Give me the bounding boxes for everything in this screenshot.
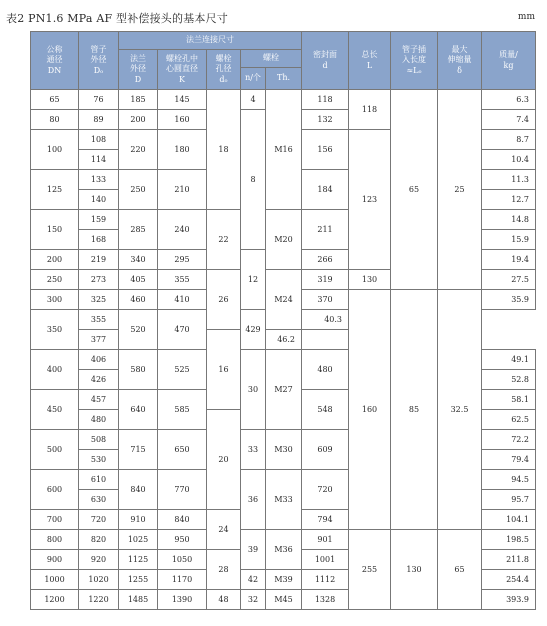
- thread-cell: M33: [266, 470, 302, 530]
- weight-cell: 27.5: [482, 270, 536, 290]
- pipe-od-cell: 355: [79, 310, 119, 330]
- seal-face-cell: 118: [302, 90, 349, 110]
- bolt-count-cell: 32: [241, 590, 266, 610]
- bolt-hole-cell: 26: [207, 270, 241, 330]
- pipe-od-cell: 273: [79, 270, 119, 290]
- seal-face-cell: 156: [302, 130, 349, 170]
- table-caption: 表2 PN1.6 MPa AF 型补偿接头的基本尺寸: [6, 12, 229, 25]
- flange-od-cell: 220: [119, 130, 158, 170]
- flange-od-cell: 405: [119, 270, 158, 290]
- weight-cell: 58.1: [482, 390, 536, 410]
- weight-cell: 8.7: [482, 130, 536, 150]
- pipe-od-cell: 89: [79, 110, 119, 130]
- pipe-od-cell: 508: [79, 430, 119, 450]
- seal-face-cell: 1112: [302, 570, 349, 590]
- seal-face-cell: 548: [302, 390, 349, 430]
- bolt-circle-cell: 160: [158, 110, 207, 130]
- bolt-count-cell: 8: [241, 110, 266, 250]
- pipe-od-cell: 480: [79, 410, 119, 430]
- dn-cell: 250: [31, 270, 79, 290]
- thread-cell: M27: [266, 350, 302, 430]
- flange-od-cell: 910: [119, 510, 158, 530]
- seal-face-cell: 794: [302, 510, 349, 530]
- dn-cell: 80: [31, 110, 79, 130]
- header-total-length: 总长 L: [349, 32, 391, 90]
- header-weight: 质量/ kg: [482, 32, 536, 90]
- pipe-od-cell: 1020: [79, 570, 119, 590]
- pipe-od-cell: 140: [79, 190, 119, 210]
- weight-cell: 15.9: [482, 230, 536, 250]
- bolt-hole-cell: 39: [241, 530, 266, 570]
- table-header: [31, 32, 536, 90]
- dn-cell: 500: [31, 430, 79, 470]
- bolt-circle-cell: 840: [158, 510, 207, 530]
- bolt-circle-cell: 210: [158, 170, 207, 210]
- flange-od-cell: 1125: [119, 550, 158, 570]
- bolt-circle-cell: 410: [158, 290, 207, 310]
- pipe-od-cell: 133: [79, 170, 119, 190]
- weight-cell: 14.8: [482, 210, 536, 230]
- table-body: [31, 90, 536, 610]
- flange-od-cell: 340: [119, 250, 158, 270]
- seal-face-cell: 480: [302, 350, 349, 390]
- seal-face-cell: 720: [302, 470, 349, 510]
- dn-cell: 400: [31, 350, 79, 390]
- header-max-stretch: 最大 伸缩量 δ: [438, 32, 482, 90]
- flange-od-cell: 580: [119, 350, 158, 390]
- flange-od-cell: 840: [119, 470, 158, 510]
- bolt-circle-cell: 585: [158, 390, 207, 430]
- pipe-od-cell: 406: [79, 350, 119, 370]
- total-length-cell: 118: [349, 90, 391, 130]
- pipe-od-cell: 720: [79, 510, 119, 530]
- pipe-od-cell: 76: [79, 90, 119, 110]
- total-length-cell: 160: [349, 290, 391, 530]
- max-stretch-cell: 65: [438, 530, 482, 610]
- bolt-hole-cell: 18: [207, 90, 241, 210]
- weight-cell: 49.1: [482, 350, 536, 370]
- header-dn: 公称 通径 DN: [31, 32, 79, 90]
- seal-face-cell: 901: [302, 530, 349, 550]
- weight-cell: 72.2: [482, 430, 536, 450]
- pipe-od-cell: 820: [79, 530, 119, 550]
- flange-od-cell: 640: [119, 390, 158, 430]
- bolt-circle-cell: 950: [158, 530, 207, 550]
- flange-od-cell: 1485: [119, 590, 158, 610]
- flange-od-cell: 460: [119, 290, 158, 310]
- header-pipe-od: 管子 外径 Dₒ: [79, 32, 119, 90]
- dn-cell: 1000: [31, 570, 79, 590]
- bolt-circle-cell: 295: [158, 250, 207, 270]
- weight-cell: 40.3: [302, 310, 349, 330]
- seal-face-cell: 1328: [302, 590, 349, 610]
- thread-cell: M16: [266, 90, 302, 210]
- pipe-od-cell: 325: [79, 290, 119, 310]
- header-bolt-group: 螺栓: [241, 50, 302, 68]
- seal-face-cell: 609: [302, 430, 349, 470]
- seal-face-cell: 132: [302, 110, 349, 130]
- weight-cell: 79.4: [482, 450, 536, 470]
- flange-od-cell: 520: [119, 310, 158, 350]
- weight-cell: 393.9: [482, 590, 536, 610]
- weight-cell: 94.5: [482, 470, 536, 490]
- dn-cell: 200: [31, 250, 79, 270]
- dn-cell: 700: [31, 510, 79, 530]
- thread-cell: M30: [266, 430, 302, 470]
- header-bolt-circle: 螺栓孔中 心圆直径 K: [158, 50, 207, 90]
- weight-cell: 104.1: [482, 510, 536, 530]
- thread-cell: M36: [266, 530, 302, 570]
- dn-cell: 100: [31, 130, 79, 170]
- dn-cell: 800: [31, 530, 79, 550]
- total-length-cell: 255: [349, 530, 391, 610]
- flange-od-cell: 250: [119, 170, 158, 210]
- seal-face-cell: 370: [302, 290, 349, 310]
- bolt-hole-cell: 36: [241, 470, 266, 530]
- bolt-circle-cell: 355: [158, 270, 207, 290]
- weight-cell: 62.5: [482, 410, 536, 430]
- dn-cell: 125: [31, 170, 79, 210]
- total-length-cell: 123: [349, 130, 391, 270]
- seal-face-cell: 211: [302, 210, 349, 250]
- thread-cell: M45: [266, 590, 302, 610]
- bolt-circle-cell: 145: [158, 90, 207, 110]
- pipe-od-cell: 219: [79, 250, 119, 270]
- pipe-od-cell: 426: [79, 370, 119, 390]
- flange-od-cell: 1025: [119, 530, 158, 550]
- header-thread: Th.: [266, 68, 302, 90]
- weight-cell: 11.3: [482, 170, 536, 190]
- header-insert-length: 管子插 入长度 ≈Lₒ: [391, 32, 438, 90]
- dn-cell: 900: [31, 550, 79, 570]
- unit-label: mm: [517, 12, 535, 22]
- flange-od-cell: 1255: [119, 570, 158, 590]
- bolt-hole-cell: 30: [241, 350, 266, 430]
- weight-cell: 19.4: [482, 250, 536, 270]
- seal-face-cell: 184: [302, 170, 349, 210]
- bolt-count-cell: 12: [241, 250, 266, 310]
- flange-od-cell: 200: [119, 110, 158, 130]
- pipe-od-cell: 159: [79, 210, 119, 230]
- insert-length-cell: 85: [391, 290, 438, 530]
- weight-cell: 95.7: [482, 490, 536, 510]
- bolt-circle-cell: 1390: [158, 590, 207, 610]
- pipe-od-cell: 610: [79, 470, 119, 490]
- max-stretch-cell: 32.5: [438, 290, 482, 530]
- flange-od-cell: 285: [119, 210, 158, 250]
- max-stretch-cell: 25: [438, 90, 482, 290]
- bolt-count-cell: 16: [207, 330, 241, 410]
- header-flange-od: 法兰 外径 D: [119, 50, 158, 90]
- pipe-od-cell: 630: [79, 490, 119, 510]
- bolt-count-cell: 4: [241, 90, 266, 110]
- dn-cell: 300: [31, 290, 79, 310]
- bolt-circle-cell: 470: [158, 310, 207, 350]
- weight-cell: 211.8: [482, 550, 536, 570]
- bolt-circle-cell: 1170: [158, 570, 207, 590]
- dn-cell: 65: [31, 90, 79, 110]
- bolt-hole-cell: 42: [241, 570, 266, 590]
- weight-cell: 7.4: [482, 110, 536, 130]
- dimension-table: [30, 31, 536, 610]
- bolt-hole-cell: 33: [241, 430, 266, 470]
- bolt-hole-cell: 22: [207, 210, 241, 270]
- bolt-circle-cell: 525: [158, 350, 207, 390]
- dn-cell: 1200: [31, 590, 79, 610]
- bolt-circle-cell: 1050: [158, 550, 207, 570]
- bolt-circle-cell: 240: [158, 210, 207, 250]
- dn-cell: 450: [31, 390, 79, 430]
- insert-length-cell: 130: [391, 530, 438, 610]
- weight-cell: 46.2: [266, 330, 302, 350]
- weight-cell: 6.3: [482, 90, 536, 110]
- header-bolt-count: n/个: [241, 68, 266, 90]
- total-length-cell: 130: [349, 270, 391, 290]
- seal-face-cell: 429: [241, 310, 266, 350]
- thread-cell: M20: [266, 210, 302, 270]
- dn-cell: 600: [31, 470, 79, 510]
- seal-face-cell: 319: [302, 270, 349, 290]
- pipe-od-cell: 457: [79, 390, 119, 410]
- dn-cell: 350: [31, 310, 79, 350]
- flange-od-cell: 185: [119, 90, 158, 110]
- bolt-circle-cell: 180: [158, 130, 207, 170]
- table-row: [31, 90, 536, 110]
- bolt-circle-cell: 650: [158, 430, 207, 470]
- thread-cell: M24: [266, 270, 302, 330]
- weight-cell: 35.9: [482, 290, 536, 310]
- weight-cell: 10.4: [482, 150, 536, 170]
- seal-face-cell: 1001: [302, 550, 349, 570]
- pipe-od-cell: 114: [79, 150, 119, 170]
- weight-cell: 198.5: [482, 530, 536, 550]
- table-row: [31, 530, 536, 550]
- bolt-circle-cell: 770: [158, 470, 207, 510]
- pipe-od-cell: 377: [79, 330, 119, 350]
- flange-od-cell: 715: [119, 430, 158, 470]
- header-bolt-hole: 螺栓 孔径 dₒ: [207, 50, 241, 90]
- bolt-count-cell: 20: [207, 410, 241, 510]
- weight-cell: 254.4: [482, 570, 536, 590]
- pipe-od-cell: 1220: [79, 590, 119, 610]
- pipe-od-cell: 168: [79, 230, 119, 250]
- bolt-count-cell: 24: [207, 510, 241, 550]
- insert-length-cell: 65: [391, 90, 438, 290]
- weight-cell: 52.8: [482, 370, 536, 390]
- dn-cell: 150: [31, 210, 79, 250]
- bolt-hole-cell: 48: [207, 590, 241, 610]
- weight-cell: 12.7: [482, 190, 536, 210]
- header-seal-face: 密封面 d: [302, 32, 349, 90]
- thread-cell: M39: [266, 570, 302, 590]
- seal-face-cell: 266: [302, 250, 349, 270]
- pipe-od-cell: 108: [79, 130, 119, 150]
- pipe-od-cell: 920: [79, 550, 119, 570]
- bolt-count-cell: 28: [207, 550, 241, 590]
- header-flange-group: 法兰连接尺寸: [119, 32, 302, 50]
- pipe-od-cell: 530: [79, 450, 119, 470]
